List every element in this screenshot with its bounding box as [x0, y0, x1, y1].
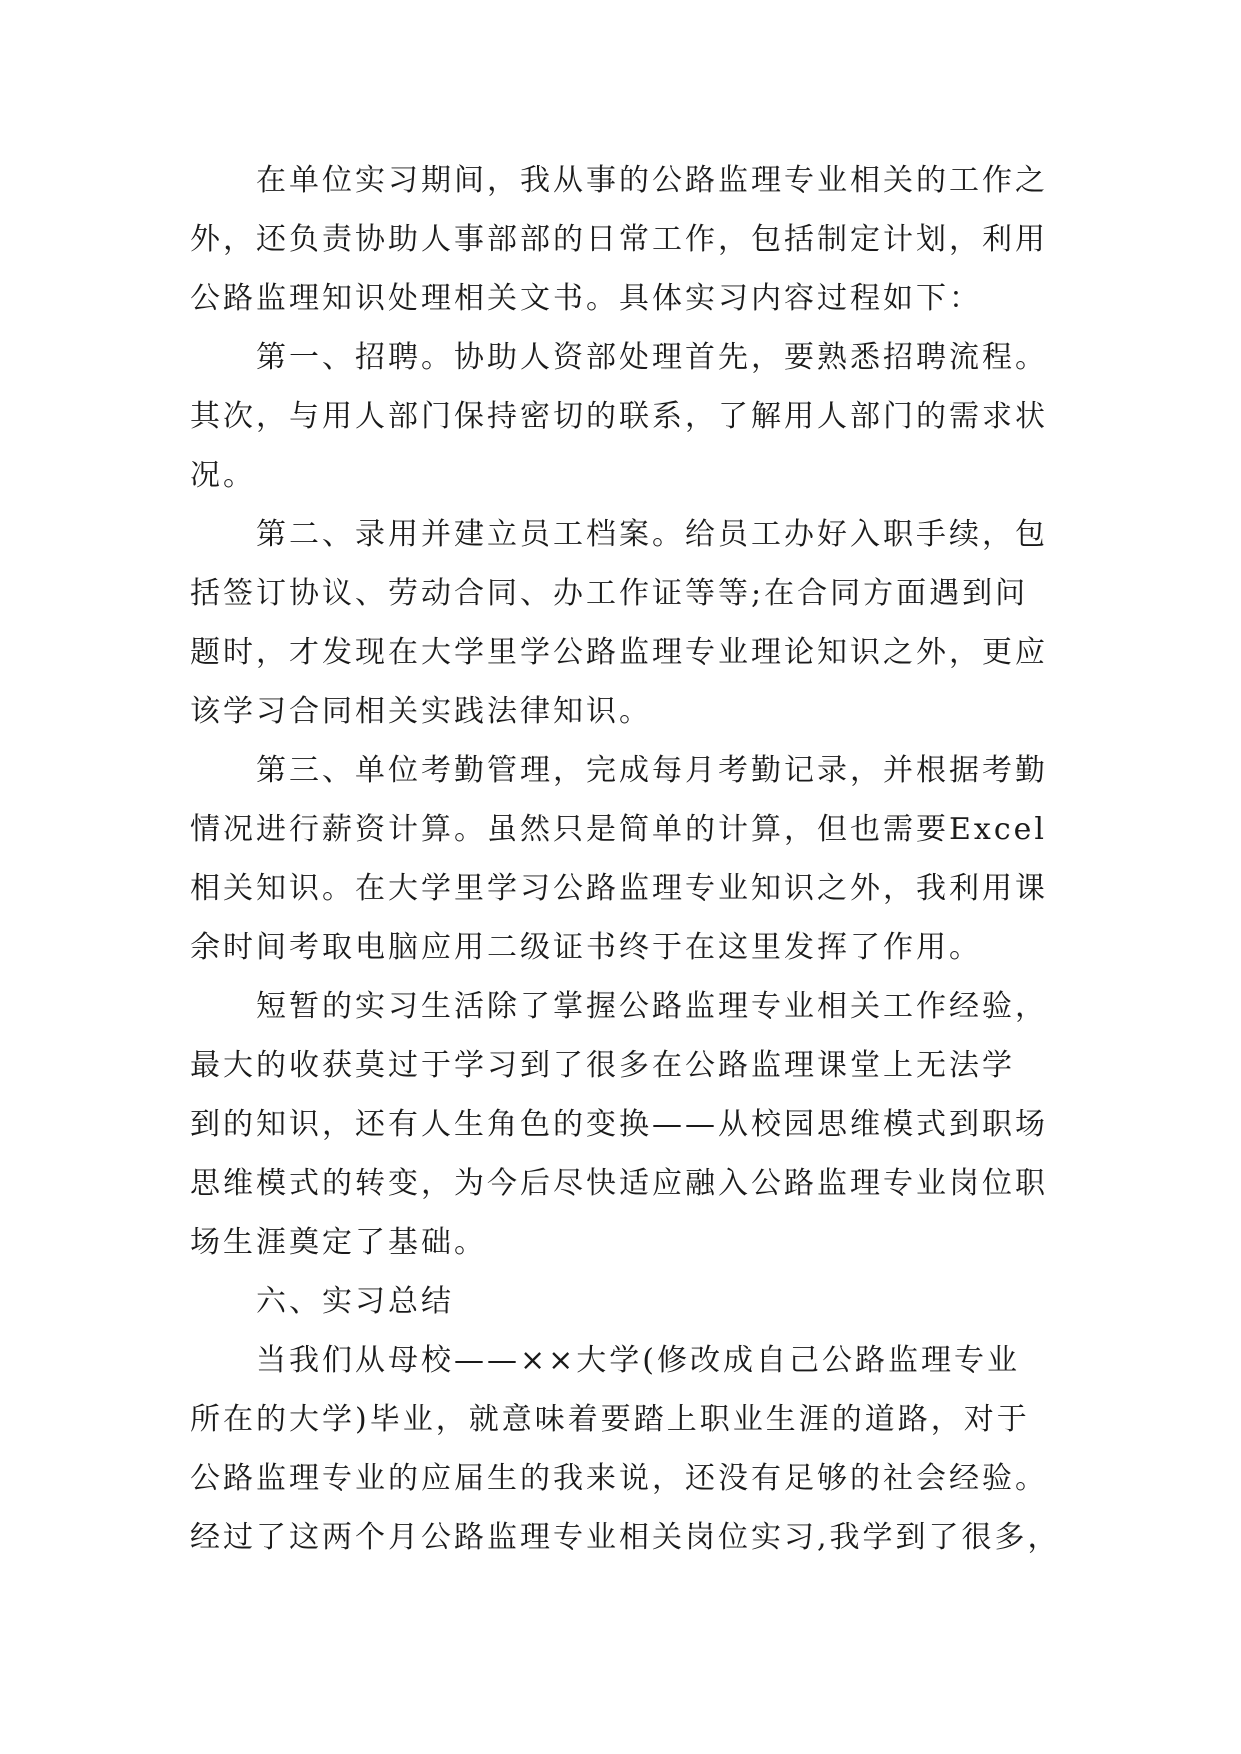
- paragraph-internship-duties: 在单位实习期间，我从事的公路监理专业相关的工作之 外，还负责协助人事部部的日常工作，包括制定计划，利用 公路监理知识处理相关文书。具体实习内容过程如下：: [190, 163, 1048, 316]
- paragraph-recruitment: 第一、招聘。协助人资部处理首先，要熟悉招聘流程。 其次，与用人部门保持密切的联系，了解用人部门的需求状 况。: [190, 340, 1048, 493]
- paragraph-attendance: 第三、单位考勤管理，完成每月考勤记录，并根据考勤 情况进行薪资计算。虽然只是简单的计算，但也需要Excel 相关知识。在大学里学习公路监理专业知识之外，我利用课 余时间考取电脑应用二级证书终于在这里发挥了作用。: [190, 753, 1048, 965]
- paragraph-summary: 当我们从母校——××大学(修改成自己公路监理专业 所在的大学)毕业，就意味着要踏上职业生涯的道路，对于 公路监理专业的应届生的我来说，还没有足够的社会经验。 经过了这两个月公路监理专业相关岗位实习,我学到了很多，: [190, 1343, 1061, 1555]
- paragraph-employee-records: 第二、录用并建立员工档案。给员工办好入职手续，包 括签订协议、劳动合同、办工作证等等;在合同方面遇到问 题时，才发现在大学里学公路监理专业理论知识之外，更应 该学习合同相关实践法律知识。: [190, 517, 1048, 729]
- document-body: [190, 151, 1070, 1567]
- section-heading: 六、实习总结: [256, 1284, 454, 1319]
- paragraph-gains: 短暂的实习生活除了掌握公路监理专业相关工作经验， 最大的收获莫过于学习到了很多在公路监理课堂上无法学 到的知识，还有人生角色的变换——从校园思维模式到职场 思维模式的转变，为今后尽快适应融入公路监理专业岗位职 场生涯奠定了基础。: [190, 989, 1048, 1260]
